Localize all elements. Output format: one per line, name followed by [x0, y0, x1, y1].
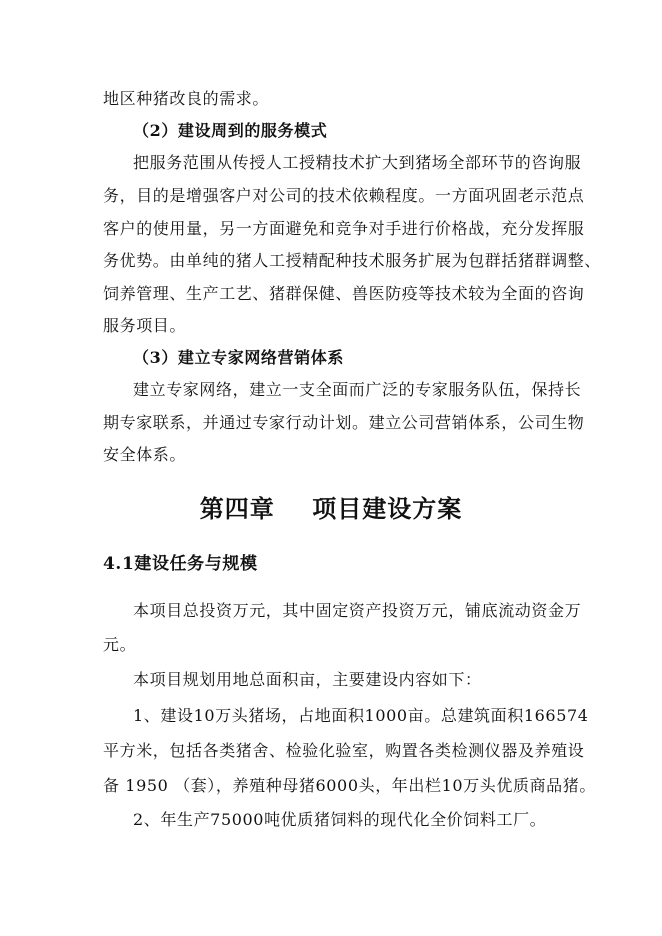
paragraph-line: 务，目的是增强客户对公司的技术依赖程度。一方面巩固老示范点: [103, 186, 585, 205]
paragraph-line: 本项目规划用地总面积亩，主要建设内容如下：: [133, 670, 482, 689]
list-item: 2、年生产75000吨优质猪饲料的现代化全价饲料工厂。: [133, 810, 547, 829]
paragraph-line: 元。: [103, 635, 137, 654]
section-title: 4.1建设任务与规模: [103, 554, 258, 574]
paragraph-line: 备 1950 （套），养殖种母猪6000头，年出栏10万头优质商品猪。: [103, 776, 596, 795]
paragraph-line: 饲养管理、生产工艺、猪群保健、兽医防疫等技术较为全面的咨询: [103, 284, 585, 303]
chapter-title: 第四章 项目建设方案: [199, 494, 463, 523]
subheading-service-model: （2）建设周到的服务模式: [133, 121, 328, 140]
paragraph-line: 期专家联系，并通过专家行动计划。建立公司营销体系，公司生物: [103, 413, 585, 432]
paragraph-line: 务优势。由单纯的猪人工授精配种技术服务扩展为包群括猪群调整、: [103, 251, 602, 270]
list-item: 1、建设10万头猪场，占地面积1000亩。总建筑面积166574: [133, 706, 589, 725]
intro-tail-line: 地区种猪改良的需求。: [103, 89, 270, 108]
subheading-expert-network: （3）建立专家网络营销体系: [133, 348, 344, 367]
paragraph-line: 把服务范围从传授人工授精技术扩大到猪场全部环节的咨询服: [133, 153, 582, 172]
paragraph-line: 平方米，包括各类猪舍、检验化验室，购置各类检测仪器及养殖设: [103, 741, 585, 760]
paragraph-line: 客户的使用量，另一方面避免和竞争对手进行价格战，充分发挥服: [103, 219, 585, 238]
paragraph-line: 服务项目。: [103, 316, 187, 335]
paragraph-line: 建立专家网络，建立一支全面而广泛的专家服务队伍，保持长: [133, 380, 582, 399]
paragraph-line: 本项目总投资万元，其中固定资产投资万元，铺底流动资金万: [133, 601, 582, 620]
paragraph-line: 安全体系。: [103, 445, 187, 464]
